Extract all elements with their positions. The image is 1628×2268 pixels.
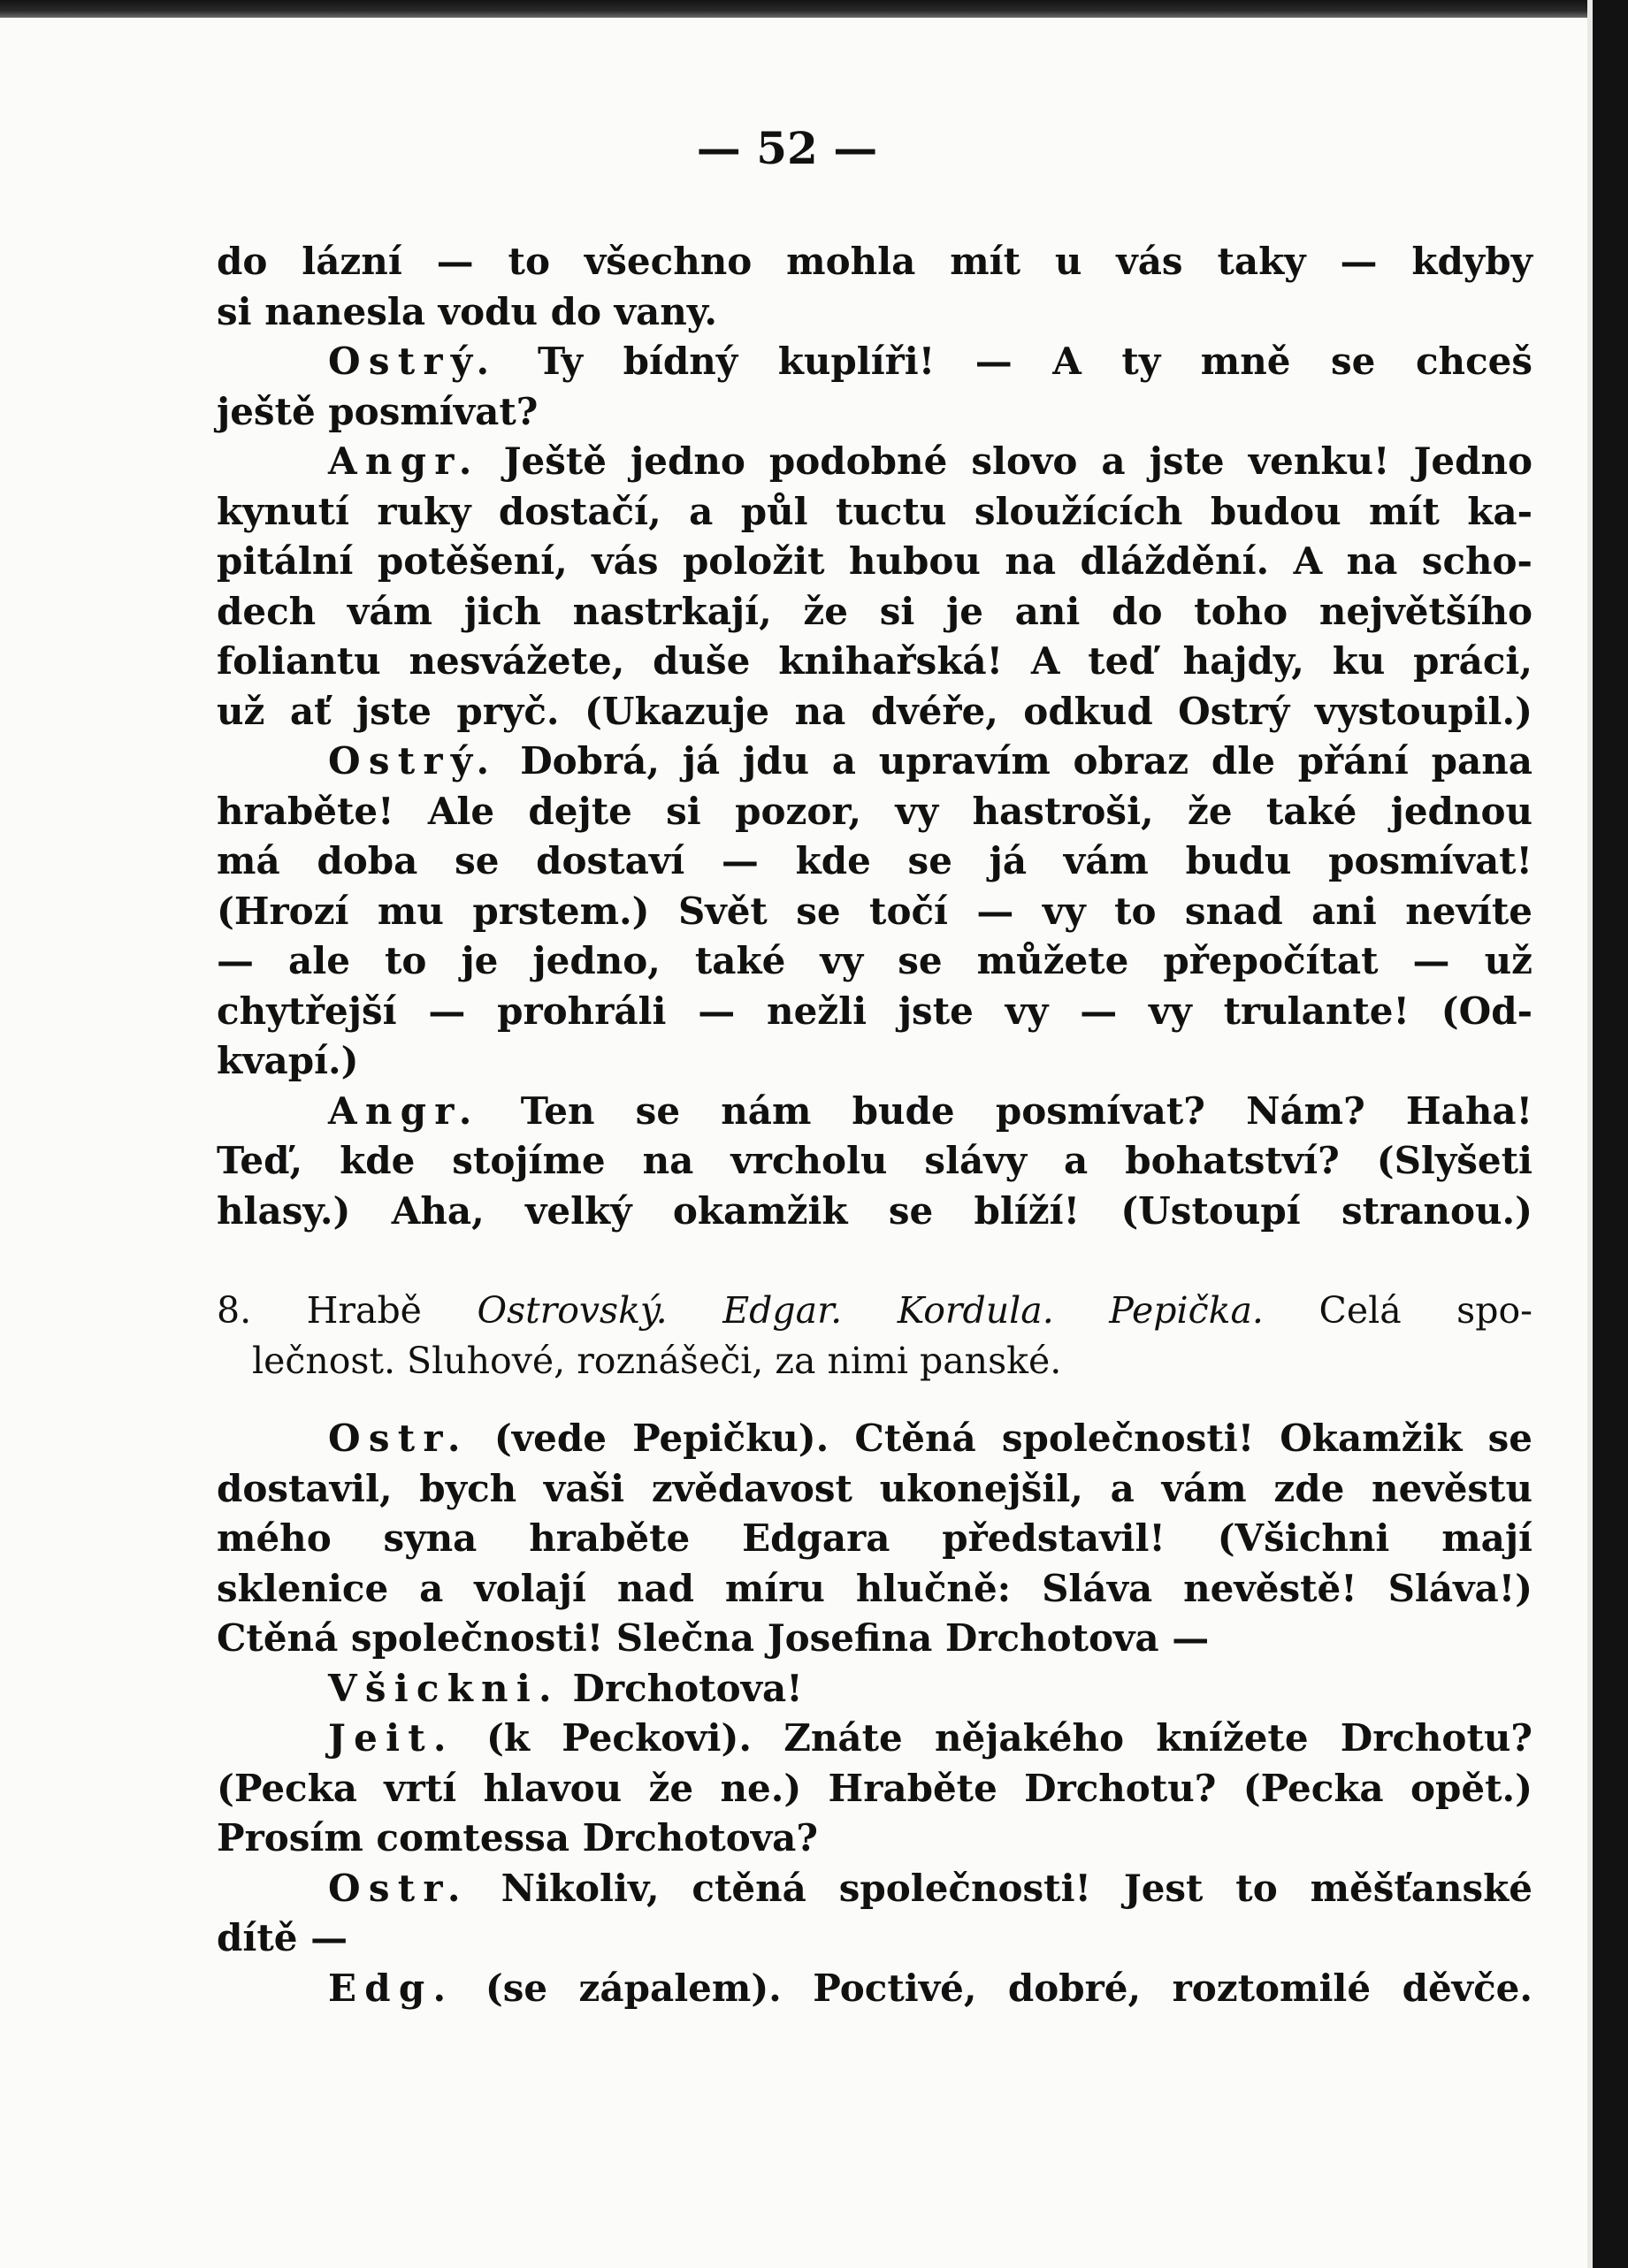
page-body — [217, 237, 1532, 2013]
speech-text: Drchotova! — [572, 1666, 803, 1710]
speech-text: (se zápalem). Poctivé, dobré, roztomilé děvče. — [485, 1966, 1532, 2010]
text-line: kvapí.) — [217, 1039, 359, 1082]
speaker-name: Ostr. — [328, 1417, 469, 1460]
text-line: chytřejší — prohráli — nežli jste vy — vy trulante! (Od- — [217, 989, 1532, 1033]
text-line: mého syna hraběte Edgara představil! (Všichni mají — [217, 1516, 1532, 1560]
speaker-name: Angr. — [328, 439, 480, 483]
dialogue-line — [217, 737, 1532, 787]
scene-heading-end: Celá spo- — [1318, 1289, 1532, 1332]
dialogue-line — [217, 337, 1532, 387]
speaker-name: Angr. — [328, 1088, 480, 1133]
character-kordula: Kordula. — [897, 1289, 1054, 1332]
speaker-name: Ostr. — [328, 1866, 469, 1910]
speech-text: Nikoliv, ctěná společnosti! Jest to měšťanské — [501, 1866, 1532, 1910]
scene-heading-cont: lečnost. Sluhové, roznášeči, za nimi panské. — [252, 1339, 1062, 1382]
text-line: hlasy.) Aha, velký okamžik se blíží! (Ustoupí stranou.) — [217, 1188, 1532, 1233]
scene-heading — [217, 1286, 1532, 1336]
text-line: kynutí ruky dostačí, a půl tuctu sloužících budou mít ka- — [217, 489, 1532, 533]
text-line: Ctěná společnosti! Slečna Josefina Drchotova — — [217, 1616, 1210, 1660]
text-line: Prosím comtessa Drchotova? — [217, 1816, 818, 1859]
speech-text: Ty bídný kuplíři! — A ty mně se chceš — [537, 340, 1533, 383]
dialogue-line — [217, 1087, 1532, 1137]
speech-text: Dobrá, já jdu a upravím obraz dle přání pana — [520, 739, 1532, 783]
speaker-name: Všickni. — [328, 1666, 560, 1710]
character-ostrovsky: Ostrovský. — [477, 1289, 668, 1332]
text-line: (Hrozí mu prstem.) Svět se točí — vy to snad ani nevíte — [217, 889, 1532, 933]
text-line: hraběte! Ale dejte si pozor, vy hastroši, že také jednou — [217, 789, 1532, 833]
dialogue-line — [217, 1714, 1532, 1764]
speech-text: Ten se nám bude posmívat? Nám? Haha! — [520, 1088, 1533, 1133]
text-line: už ať jste pryč. (Ukazuje na dvéře, odkud Ostrý vystoupil.) — [217, 689, 1532, 733]
text-line: dech vám jich nastrkají, že si je ani do toho největšího — [217, 589, 1532, 633]
text-line: pitální potěšení, vás položit hubou na dláždění. A na scho- — [217, 539, 1532, 583]
scan-top-edge — [0, 0, 1628, 18]
dialogue-line — [217, 437, 1532, 487]
speech-text: (k Peckovi). Znáte nějakého knížete Drchotu? — [486, 1716, 1532, 1760]
text-line: si nanesla vodu do vany. — [217, 289, 717, 333]
dialogue-line — [217, 1664, 1532, 1714]
text-line: dostavil, bych vaši zvědavost ukonejšil, a vám zde nevěstu — [217, 1466, 1532, 1510]
spacer — [217, 1236, 1532, 1286]
scan-right-edge — [1593, 0, 1628, 2268]
text-line: ještě posmívat? — [217, 389, 539, 433]
text-line: sklenice a volají nad míru hlučně: Sláva nevěstě! Sláva!) — [217, 1566, 1532, 1610]
speech-text: Ještě jedno podobné slovo a jste venku! Jedno — [503, 439, 1532, 483]
speech-text: (vede Pepičku). Ctěná společnosti! Okamžik se — [493, 1417, 1533, 1460]
text-line: do lázní — to všechno mohla mít u vás taky — kdyby — [217, 240, 1532, 283]
dialogue-line — [217, 1414, 1532, 1464]
spacer — [217, 1386, 1532, 1414]
text-line: foliantu nesvážete, duše knihařská! A teď hajdy, ku práci, — [217, 639, 1532, 683]
text-line: — ale to je jedno, také vy se můžete přepočítat — už — [217, 939, 1532, 982]
dialogue-line — [217, 1964, 1532, 2014]
text-line: Teď, kde stojíme na vrcholu slávy a bohatství? (Slyšeti — [217, 1139, 1532, 1182]
text-line: má doba se dostaví — kde se já vám budu posmívat! — [217, 839, 1532, 882]
text-line: (Pecka vrtí hlavou že ne.) Hraběte Drchotu? (Pecka opět.) — [217, 1766, 1532, 1810]
page-number: — 52 — — [696, 122, 878, 174]
speaker-name: Ostrý. — [328, 739, 498, 783]
scene-number: 8. — [217, 1289, 252, 1332]
character-pepicka: Pepička. — [1109, 1289, 1264, 1332]
speaker-name: Ostrý. — [328, 340, 498, 383]
dialogue-line — [217, 1864, 1532, 1914]
speaker-name: Jeit. — [328, 1716, 455, 1760]
speaker-name: Edg. — [328, 1966, 455, 2010]
text-line: dítě — — [217, 1916, 348, 1959]
scene-lead: Hrabě — [306, 1289, 422, 1332]
character-edgar: Edgar. — [722, 1289, 843, 1332]
